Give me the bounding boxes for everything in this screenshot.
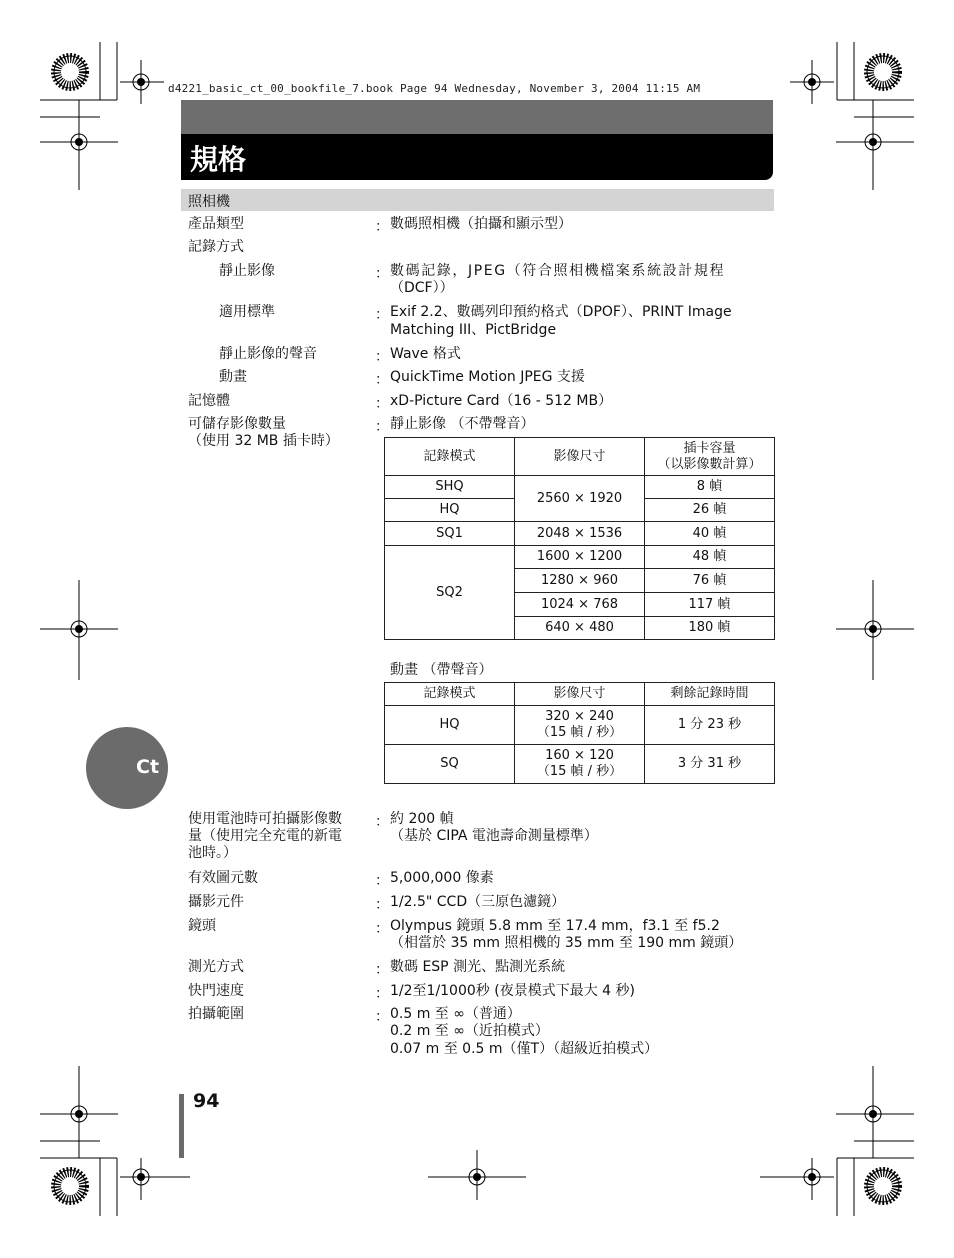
spec-label: 記憶體: [188, 393, 230, 409]
spec-value: （相當於 35 mm 照相機的 35 mm 至 190 mm 鏡頭）: [390, 935, 743, 951]
table-cell: [515, 745, 645, 784]
spec-value: （DCF））: [390, 280, 454, 296]
spec-value: xD-Picture Card（16 - 512 MB）: [390, 393, 613, 409]
table-header-line: 插卡容量: [683, 440, 736, 456]
colon: ：: [375, 986, 389, 1002]
table-cell: SQ1: [385, 522, 515, 546]
title-top-band: [181, 100, 773, 134]
spec-label: 適用標準: [219, 304, 275, 320]
spec-label: （使用 32 MB 插卡時）: [188, 433, 339, 449]
spec-value: 1/2.5" CCD（三原色濾鏡）: [390, 894, 566, 910]
table-cell: 1280 × 960: [515, 569, 645, 593]
spec-value: 數碼照相機（拍攝和顯示型）: [390, 216, 572, 232]
table-cell: 48 幀: [645, 546, 775, 569]
colon: ：: [375, 962, 389, 978]
spec-label: 池時。）: [188, 845, 237, 861]
colon: ：: [375, 349, 389, 365]
spec-label: 可儲存影像數量: [188, 416, 286, 432]
fps-line: （15 幀 / 秒）: [536, 725, 623, 740]
spec-label: 攝影元件: [188, 894, 244, 910]
table-header: 影像尺寸: [515, 683, 645, 706]
table-cell: 1 分 23 秒: [645, 706, 775, 745]
table-cell: 180 幀: [645, 617, 775, 640]
table-cell: HQ: [385, 706, 515, 745]
table-header: 影像尺寸: [515, 438, 645, 476]
colon: ：: [375, 419, 389, 435]
table-header: 記錄模式: [385, 683, 515, 706]
spec-label: 靜止影像的聲音: [219, 346, 317, 362]
movie-table: [384, 682, 775, 784]
spec-value: 約 200 幀: [390, 811, 454, 827]
fps-line: （15 幀 / 秒）: [536, 764, 623, 779]
table-cell: 40 幀: [645, 522, 775, 546]
colon: ：: [375, 266, 389, 282]
colon: ：: [375, 396, 389, 412]
section-heading: 照相機: [188, 194, 230, 210]
table-cell: 76 幀: [645, 569, 775, 593]
table-cell: 2560 × 1920: [515, 476, 645, 522]
spec-value: Olympus 鏡頭 5.8 mm 至 17.4 mm，f3.1 至 f5.2: [390, 918, 720, 934]
spec-label: 有效圖元數: [188, 870, 258, 886]
spec-value: QuickTime Motion JPEG 支援: [390, 369, 585, 385]
language-tab-label: Ct: [136, 756, 160, 778]
spec-label: 使用電池時可拍攝影像數: [188, 811, 342, 827]
spec-label: 產品類型: [188, 216, 244, 232]
spec-value: 數碼 ESP 測光、點測光系統: [390, 959, 566, 975]
spec-value: 0.5 m 至 ∞（普通）: [390, 1006, 521, 1022]
spec-value: Exif 2.2、數碼列印預約格式（DPOF）、PRINT Image: [390, 304, 732, 320]
table-cell: 2048 × 1536: [515, 522, 645, 546]
table-cell: SQ: [385, 745, 515, 784]
table-cell: 3 分 31 秒: [645, 745, 775, 784]
spec-value: 數碼記錄，JPEG（符合照相機檔案系統設計規程: [390, 263, 726, 279]
spec-label: 測光方式: [188, 959, 244, 975]
table-cell: 640 × 480: [515, 617, 645, 640]
spec-label: 靜止影像: [219, 263, 275, 279]
colon: ：: [375, 921, 389, 937]
table-cell: 117 幀: [645, 593, 775, 617]
spec-value: 5,000,000 像素: [390, 870, 494, 886]
colon: ：: [375, 897, 389, 913]
table-header: 記錄模式: [385, 438, 515, 476]
table-cell: [515, 706, 645, 745]
spec-label: 快門速度: [188, 983, 244, 999]
colon: ：: [375, 219, 389, 235]
spec-label: 量（使用完全充電的新電: [188, 828, 342, 844]
page-number-bar: [179, 1094, 184, 1158]
table-cell: 1600 × 1200: [515, 546, 645, 569]
colon: ：: [375, 873, 389, 889]
spec-value: Wave 格式: [390, 346, 461, 362]
spec-label: 記錄方式: [188, 239, 244, 255]
colon: ：: [375, 372, 389, 388]
spec-value: 1/2至1/1000秒 (夜景模式下最大 4 秒): [390, 983, 635, 999]
colon: ：: [375, 814, 389, 830]
still-image-table: [384, 437, 775, 640]
size-line: 160 × 120: [545, 748, 614, 763]
title-bar: [181, 134, 773, 180]
table-header: 剩餘記錄時間: [645, 683, 775, 706]
table-cell: SHQ: [385, 476, 515, 499]
spec-value: 0.07 m 至 0.5 m（僅T）（超級近拍模式）: [390, 1041, 659, 1057]
movie-caption: 動畫 （帶聲音）: [390, 662, 493, 678]
section-heading-bar: [181, 189, 774, 211]
colon: ：: [375, 1009, 389, 1025]
spec-label: 動畫: [219, 369, 247, 385]
table-header: [645, 438, 775, 476]
table-cell: 26 幀: [645, 499, 775, 522]
table-cell: SQ2: [385, 546, 515, 640]
table-cell: 8 幀: [645, 476, 775, 499]
table-cell: 1024 × 768: [515, 593, 645, 617]
spec-value: 0.2 m 至 ∞（近拍模式）: [390, 1023, 549, 1039]
table-cell: HQ: [385, 499, 515, 522]
page-number: 94: [193, 1090, 220, 1112]
file-header: d4221_basic_ct_00_bookfile_7.book Page 94 Wednesday, November 3, 2004 11:15 AM: [168, 82, 701, 95]
spec-value: Matching III、PictBridge: [390, 322, 557, 338]
size-line: 320 × 240: [545, 709, 614, 724]
spec-label: 鏡頭: [188, 918, 216, 934]
table-header-line: （以影像數計算）: [657, 456, 762, 472]
spec-label: 拍攝範圍: [188, 1006, 244, 1022]
colon: ：: [375, 307, 389, 323]
spec-value: 靜止影像 （不帶聲音）: [390, 416, 535, 432]
spec-value: （基於 CIPA 電池壽命測量標準）: [390, 828, 598, 844]
page-title: 規格: [190, 143, 247, 176]
